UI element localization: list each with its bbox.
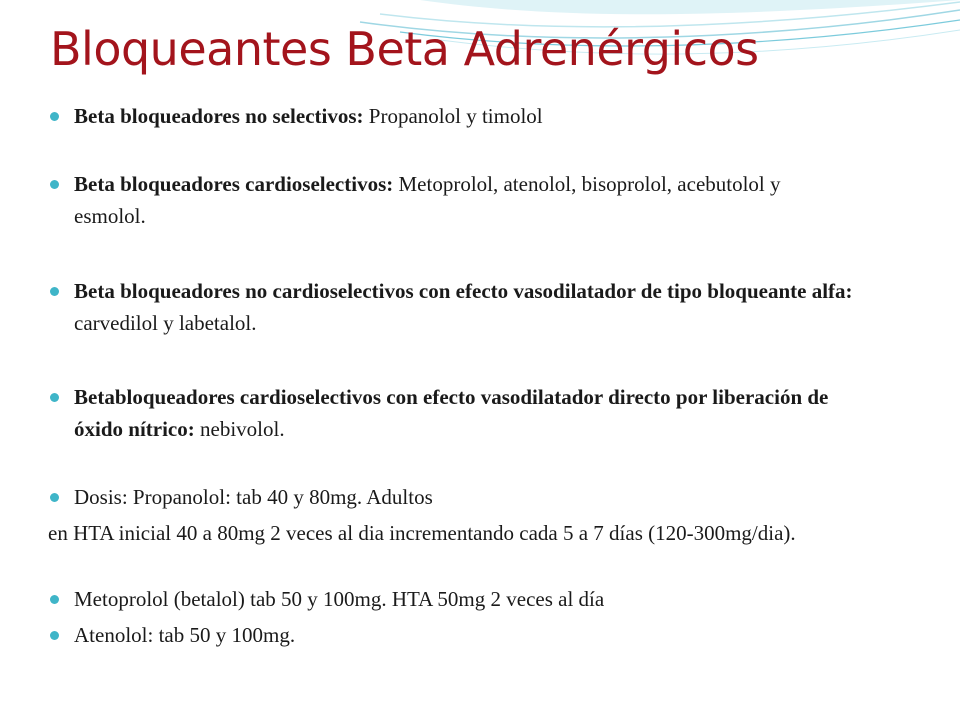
slide-title: Bloqueantes Beta Adrenérgicos xyxy=(50,22,759,76)
bullet-dot-icon xyxy=(50,112,59,121)
bullet-text: Atenolol: tab 50 y 100mg. xyxy=(74,623,296,647)
bullet-text: Propanolol y timolol xyxy=(363,104,543,128)
bullet-term: Beta bloqueadores no selectivos: xyxy=(74,104,364,128)
bullet-item xyxy=(48,583,928,615)
bullet-item xyxy=(48,619,928,651)
bullet-term: Beta bloqueadores no cardioselectivos con efecto vasodilatador de tipo bloqueante alfa: xyxy=(74,279,853,303)
bullet-item xyxy=(48,168,794,232)
bullet-item xyxy=(48,275,904,339)
bullet-term: Beta bloqueadores cardioselectivos: xyxy=(74,172,394,196)
bullet-text: nebivolol. xyxy=(194,417,285,441)
bullet-list xyxy=(48,96,928,651)
bullet-text: Dosis: Propanolol: tab 40 y 80mg. Adultos xyxy=(74,485,433,509)
bullet-item xyxy=(48,100,928,132)
bullet-dot-icon xyxy=(50,631,59,640)
continuation-text: en HTA inicial 40 a 80mg 2 veces al dia incrementando cada 5 a 7 días (120-300mg/dia). xyxy=(48,521,796,545)
bullet-text: Metoprolol, atenolol, bisoprolol, acebutolol y esmolol. xyxy=(74,172,781,228)
bullet-dot-icon xyxy=(50,287,59,296)
bullet-dot-icon xyxy=(50,595,59,604)
bullet-dot-icon xyxy=(50,180,59,189)
bullet-item xyxy=(48,381,874,445)
bullet-text: Metoprolol (betalol) tab 50 y 100mg. HTA 50mg 2 veces al día xyxy=(74,587,605,611)
bullet-text: carvedilol y labetalol. xyxy=(74,311,257,335)
bullet-dot-icon xyxy=(50,393,59,402)
bullet-dot-icon xyxy=(50,493,59,502)
bullet-term: Betabloqueadores cardioselectivos con efecto vasodilatador directo por liberación de óxido nítrico: xyxy=(74,385,829,441)
bullet-item xyxy=(48,481,928,513)
